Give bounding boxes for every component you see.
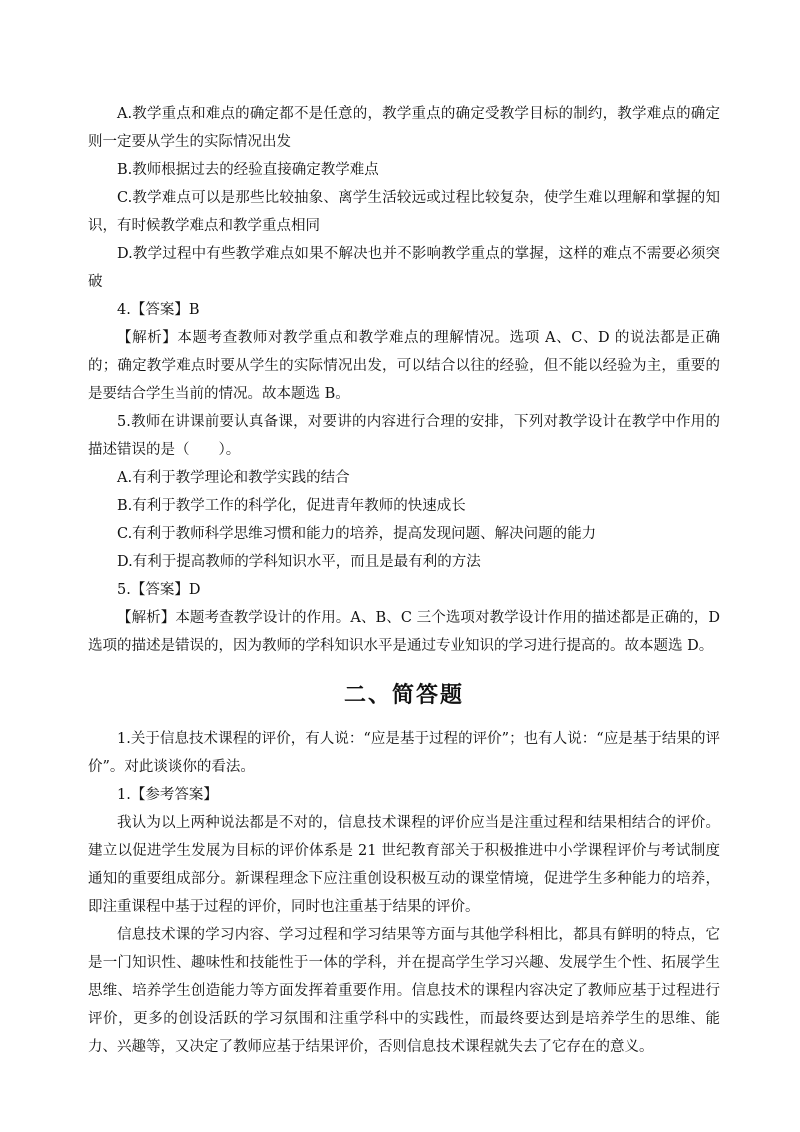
analysis-5: 【解析】本题考查教学设计的作用。A、B、C 三个选项对教学设计作用的描述都是正确的，D 选项的描述是错误的，因为教师的学科知识水平是通过专业知识的学习进行提高的。故本题选 D。 [88,610,720,654]
q3-option-b: B.教师根据过去的经验直接确定教学难点 [117,162,379,178]
sa-answer-para-1: 我认为以上两种说法都是不对的，信息技术课程的评价应当是注重过程和结果相结合的评价。建立以促进学生发展为目标的评价体系是 21 世纪教育部关于积极推进中小学课程评价与考试制度通知的重要组成部分。新课程理念下应注重创设积极互动的课堂情境，促进学生多种能力的培养，即注重课程中基于过程的评价，同时也注重基于结果的评价。 [88,815,720,915]
sa-answer-label: 1.【参考答案】 [117,787,218,803]
section-title: 二、简答题 [343,683,464,708]
answer-4: 4.【答案】B [117,302,200,318]
q3-option-d: D.教学过程中有些教学难点如果不解决也并不影响教学重点的掌握，这样的难点不需要必须突破 [88,246,720,290]
q5-option-c: C.有利于教师科学思维习惯和能力的培养，提高发现问题、解决问题的能力 [117,526,597,542]
q5-stem: 5.教师在讲课前要认真备课，对要讲的内容进行合理的安排，下列对教学设计在教学中作用的描述错误的是（ ）。 [88,414,720,458]
q3-option-a: A.教学重点和难点的确定都不是任意的，教学重点的确定受教学目标的制约，教学难点的确定则一定要从学生的实际情况出发 [88,106,720,150]
q3-option-c: C.教学难点可以是那些比较抽象、离学生活较远或过程比较复杂，使学生难以理解和掌握的知识，有时候教学难点和教学重点相同 [88,190,720,234]
q5-option-b: B.有利于教学工作的科学化，促进青年教师的快速成长 [117,498,466,514]
sa-answer-para-2: 信息技术课的学习内容、学习过程和学习结果等方面与其他学科相比，都具有鲜明的特点，它是一门知识性、趣味性和技能性于一体的学科，并在提高学生学习兴趣、发展学生个性、拓展学生思维、培养学生创造能力等方面发挥着重要作用。信息技术的课程内容决定了教师应基于过程进行评价，更多的创设活跃的学习氛围和注重学科中的实践性，而最终要达到是培养学生的思维、能力、兴趣等，又决定了教师应基于结果评价，否则信息技术课程就失去了它存在的意义。 [88,927,720,1055]
page-content [88,100,720,1061]
q5-option-d: D.有利于提高教师的学科知识水平，而且是最有利的方法 [117,554,481,570]
answer-5: 5.【答案】D [117,582,201,598]
q5-option-a: A.有利于教学理论和教学实践的结合 [117,470,350,486]
sa-question-1: 1.关于信息技术课程的评价，有人说：“应是基于过程的评价”；也有人说：“应是基于结果的评价”。对此谈谈你的看法。 [88,731,720,775]
analysis-4: 【解析】本题考查教师对教学重点和教学难点的理解情况。选项 A、C、D 的说法都是正确的；确定教学难点时要从学生的实际情况出发，可以结合以往的经验，但不能以经验为主，重要的是要结合学生当前的情况。故本题选 B。 [88,330,721,402]
